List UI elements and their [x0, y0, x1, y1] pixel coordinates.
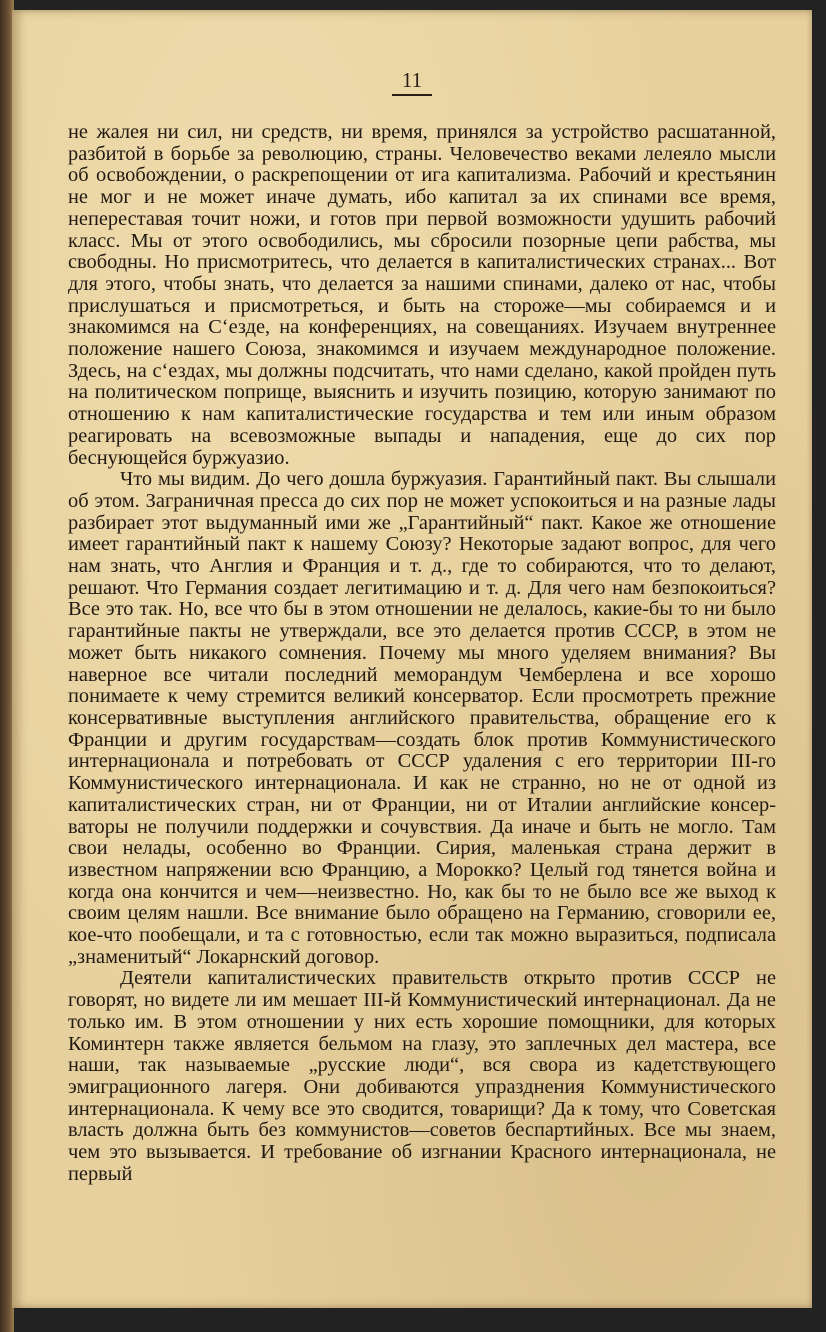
paragraph-3: Деятели капиталистических правительств открыто против СССР не говорят, но видете ли им мешает III-й Коммунистический интернационал. Да не только им. В этом отношении у них есть хорошие помощники, для которых Коминтерн также является бельмом на глазу, это заплечных дел мастера, все наши, так называемые „русские люди“, вся свора из кадетствующего эмиграционного лагеря. Они добиваются упразднения Коммунистического интернационала. К чему все это сводится, товарищи? Да к тому, что Советская власть должна быть без коммунистов—советов беспартийных. Все мы знаем, чем это вызывается. И требование об изгнании Красного интернационала, не первый — [68, 967, 776, 1185]
book-page — [12, 10, 812, 1308]
paragraph-1: не жалея ни сил, ни средств, ни время, принялся за устройство расшатанной, разбитой в борьбе за революцию, страны. Человечество веками лелеяло мысли об освобождении, о раскрепощении от ига капитализма. Рабочий и крестьянин не мог и не может иначе думать, ибо капитал за их спинами все время, непереставая точит ножи, и готов при первой возможности удушить рабочий класс. Мы от этого освободились, мы сбросили позорные цепи рабства, мы свободны. Но присмотритесь, что делается в капиталистических странах... Вот для этого, чтобы знать, что делается за нашими спинами, далеко от нас, чтобы прислушаться и присмотреться, и быть на стороже—мы собираемся и и знакомимся на С‘езде, на конференциях, на совещаниях. Изучаем внутреннее положение нашего Союза, знакомимся и изучаем международное положение. Здесь, на с‘ездах, мы должны подсчитать, что нами сделано, какой пройден путь на политическом поприще, выяснить и изучить позицию, которую занимают по отношению к нам капиталистические государства и тем или иным образом реагировать на всевозможные выпады и нападения, еще до сих пор беснующейся буржуазио. — [68, 121, 776, 469]
body-text — [68, 122, 776, 1185]
paragraph-2: Что мы видим. До чего дошла буржуазия. Гарантийный пакт. Вы слышали об этом. Заграничная пресса до сих пор не может успокоиться и на разные лады разбирает этот выдуманный ими же „Гарантийный“ пакт. Какое же отношение имеет гарантийный пакт к нашему Союзу? Некоторые задают вопрос, для чего нам знать, что Англия и Франция и т. д., где то собираются, что то делают, решают. Что Германия создает легитимацию и т. д. Для чего нам безпокоиться? Все это так. Но, все что бы в этом отношении не делалось, какие-бы то ни было гарантийные пакты не утверждали, все это делается против СССР, в этом не может быть никакого сомнения. Почему мы много уделяем внимания? Вы наверное все читали последний меморандум Чемберлена и все хорошо понимаете к чему стремится великий консерватор. Если просмотреть прежние консервативные выступления английского правительства, обращение его к Франции и другим государствам—создать блок против Коммунистического интернационала и потребовать от СССР удаления с его территории III-го Коммунистического интернационала. И как не странно, но не от одной из капиталистических стран, ни от Франции, ни от Италии английские консерваторы не получили поддержки и сочувствия. Да иначе и быть не могло. Там свои нелады, особенно во Франции. Сирия, маленькая страна держит в известном напряжении всю Францию, а Морокко? Целый год тянется война и когда она кончится и чем—неизвестно. Но, как бы то не было все же выход к своим целям нашли. Все внимание было обращено на Германию, сговорили ее, кое-что пообещали, и та с готовностью, если так можно выразиться, подписала „знаменитый“ Локарнский договор. — [68, 468, 776, 968]
page-number: 11 — [401, 68, 423, 92]
page-number-underline — [392, 94, 432, 96]
